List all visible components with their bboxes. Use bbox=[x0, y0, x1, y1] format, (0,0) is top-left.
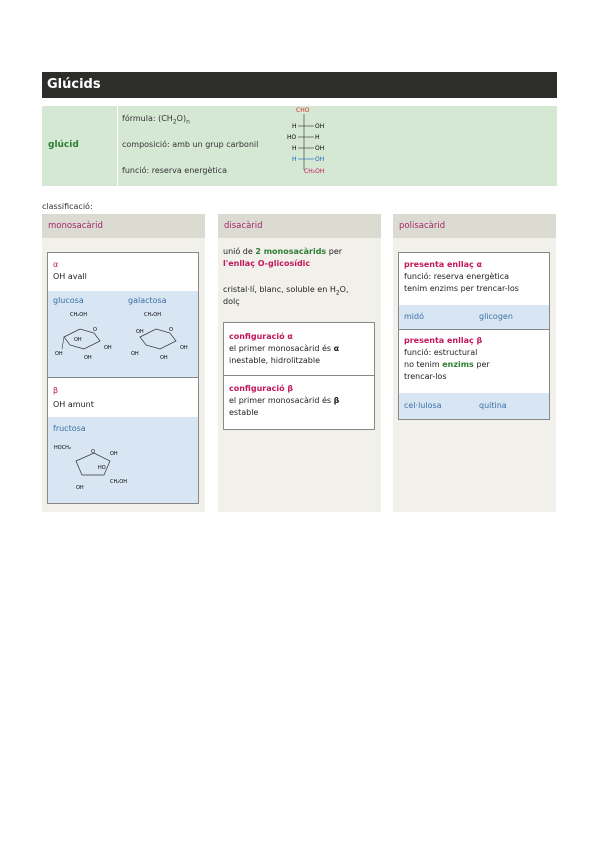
alpha-examples-band bbox=[48, 291, 198, 377]
svg-text:HO: HO bbox=[287, 134, 297, 141]
fischer-projection-icon bbox=[287, 106, 352, 176]
config-beta-title: configuració β bbox=[229, 384, 294, 393]
svg-text:HOCH₂: HOCH₂ bbox=[54, 445, 71, 451]
svg-text:OH: OH bbox=[131, 351, 139, 357]
config-divider bbox=[224, 375, 374, 376]
svg-text:CH₂OH: CH₂OH bbox=[70, 312, 87, 318]
svg-text:OH: OH bbox=[84, 355, 92, 361]
disaccharide-bond: l'enllaç O-glicosídic bbox=[223, 259, 311, 268]
svg-text:OH: OH bbox=[180, 345, 188, 351]
section-divider bbox=[48, 377, 198, 378]
configuration-box bbox=[223, 322, 375, 430]
definition-box bbox=[42, 106, 557, 186]
poly-beta-enzymes: no tenim enzims per bbox=[404, 360, 490, 369]
galactose-label: galactosa bbox=[128, 296, 167, 305]
disaccharide-union: unió de 2 monosacàrids per bbox=[223, 247, 343, 256]
page-title: Glúcids bbox=[42, 72, 557, 98]
glucose-label: glucosa bbox=[53, 296, 84, 305]
svg-text:OH: OH bbox=[315, 123, 325, 130]
svg-text:OH: OH bbox=[76, 485, 84, 491]
cellulose-label: cel·lulosa bbox=[404, 401, 442, 410]
svg-text:O: O bbox=[93, 327, 97, 333]
config-beta-line1: el primer monosacàrid és β bbox=[229, 396, 340, 405]
definition-divider bbox=[117, 106, 118, 186]
svg-text:OH: OH bbox=[136, 329, 144, 335]
svg-text:OH: OH bbox=[110, 451, 118, 457]
poly-beta-function: funció: estructural bbox=[404, 348, 478, 357]
beta-examples-band bbox=[48, 417, 198, 503]
svg-text:OH: OH bbox=[104, 345, 112, 351]
svg-text:OH: OH bbox=[315, 156, 325, 163]
definition-formula: fórmula: $(CH_2O)_n$ bbox=[122, 114, 190, 126]
svg-text:OH: OH bbox=[160, 355, 168, 361]
polysaccharide-header: polisacàrid bbox=[393, 214, 556, 238]
poly-beta-enzymes-line2: trencar-los bbox=[404, 372, 447, 381]
config-alpha-line1: el primer monosacàrid és α bbox=[229, 344, 340, 353]
config-alpha-line2: inestable, hidrolitzable bbox=[229, 356, 321, 365]
poly-alpha-function: funció: reserva energètica bbox=[404, 272, 510, 281]
fructose-label: fructosa bbox=[53, 424, 86, 433]
svg-text:OH: OH bbox=[55, 351, 63, 357]
config-beta-line2: estable bbox=[229, 408, 259, 417]
svg-text:H: H bbox=[315, 134, 320, 141]
fructose-structure-icon bbox=[54, 441, 144, 497]
config-alpha-title: configuració α bbox=[229, 332, 293, 341]
svg-text:O: O bbox=[91, 449, 95, 455]
disaccharide-properties-line2: dolç bbox=[223, 297, 240, 306]
starch-label: midó bbox=[404, 312, 424, 321]
svg-text:CH₂OH: CH₂OH bbox=[144, 312, 161, 318]
svg-text:CH₂OH: CH₂OH bbox=[304, 168, 325, 175]
poly-alpha-enzymes: tenim enzims per trencar-los bbox=[404, 284, 519, 293]
galactose-structure-icon bbox=[130, 309, 192, 369]
disaccharide-properties: cristal·lí, blanc, soluble en $H_2O$, bbox=[223, 285, 349, 297]
definition-term: glúcid bbox=[48, 140, 79, 150]
definition-function: funció: reserva energètica bbox=[122, 166, 228, 175]
polysaccharide-box bbox=[398, 252, 550, 420]
svg-text:H: H bbox=[292, 123, 297, 130]
chitin-label: quitina bbox=[479, 401, 507, 410]
glucose-structure-icon bbox=[54, 309, 116, 369]
poly-divider bbox=[399, 329, 549, 330]
poly-beta-title: presenta enllaç β bbox=[404, 336, 483, 345]
svg-text:O: O bbox=[169, 327, 173, 333]
disaccharide-column bbox=[218, 214, 381, 512]
glycogen-label: glicogen bbox=[479, 312, 513, 321]
svg-text:OH: OH bbox=[315, 145, 325, 152]
polysaccharide-column bbox=[393, 214, 556, 512]
svg-text:H: H bbox=[292, 156, 297, 163]
alpha-oh-label: OH avall bbox=[53, 272, 87, 281]
poly-beta-band bbox=[399, 393, 549, 419]
monosaccharide-column bbox=[42, 214, 205, 512]
poly-alpha-title: presenta enllaç α bbox=[404, 260, 483, 269]
definition-composition: composició: amb un grup carbonil bbox=[122, 140, 259, 149]
svg-text:H: H bbox=[292, 145, 297, 152]
alpha-symbol: α bbox=[53, 260, 59, 269]
svg-text:CH₂OH: CH₂OH bbox=[110, 479, 127, 485]
monosaccharide-header: monosacàrid bbox=[42, 214, 205, 238]
disaccharide-header: disacàrid bbox=[218, 214, 381, 238]
svg-text:HO: HO bbox=[98, 465, 106, 471]
beta-oh-label: OH amunt bbox=[53, 400, 94, 409]
poly-alpha-band bbox=[399, 305, 549, 329]
classification-label: classificació: bbox=[42, 202, 93, 211]
svg-text:CHO: CHO bbox=[296, 107, 310, 114]
svg-text:OH: OH bbox=[74, 337, 82, 343]
beta-symbol: β bbox=[53, 386, 59, 395]
monosaccharide-box bbox=[47, 252, 199, 504]
